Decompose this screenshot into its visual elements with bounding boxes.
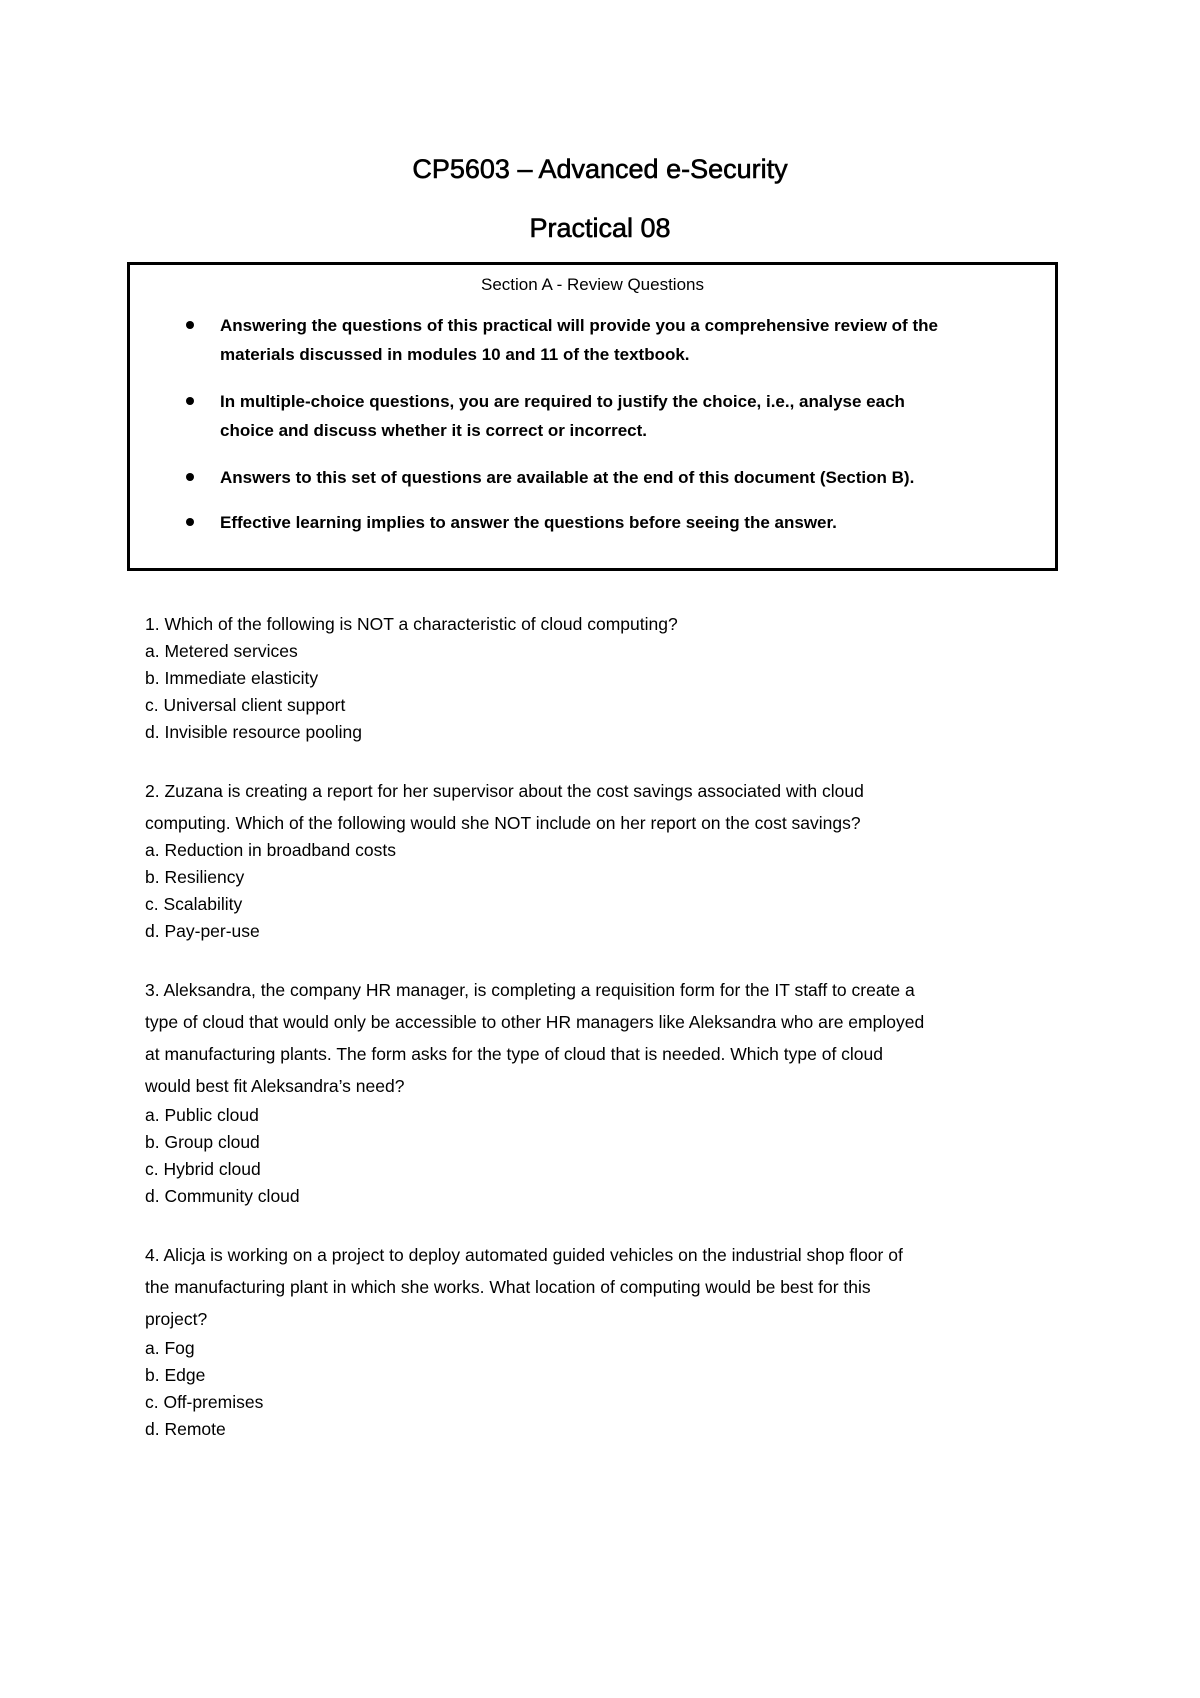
instructions-heading: Section A - Review Questions — [480, 275, 704, 294]
instruction-bullet — [220, 508, 1020, 537]
question-3-text: would best fit Aleksandra’s need? — [145, 1076, 405, 1096]
instruction-text-line: materials discussed in modules 10 and 11 of the textbook. — [220, 345, 690, 364]
question-4-option-d: d. Remote — [145, 1419, 226, 1439]
question-1-option-b: b. Immediate elasticity — [145, 668, 319, 688]
question-3-option-b: b. Group cloud — [145, 1132, 260, 1152]
question-2-option-a: a. Reduction in broadband costs — [145, 840, 396, 860]
instruction-text-line: choice and discuss whether it is correct or incorrect. — [220, 421, 648, 440]
question-2-text: computing. Which of the following would she NOT include on her report on the cost savings? — [145, 813, 861, 833]
instruction-bullet — [220, 463, 1020, 492]
question-1-option-c: c. Universal client support — [145, 695, 346, 715]
question-3-text: type of cloud that would only be accessible to other HR managers like Aleksandra who are employed — [145, 1012, 925, 1032]
question-3-text: at manufacturing plants. The form asks for the type of cloud that is needed. Which type of cloud — [145, 1044, 883, 1064]
question-2-option-b: b. Resiliency — [145, 867, 245, 887]
question-3-option-d: d. Community cloud — [145, 1186, 300, 1206]
question-1-text: 1. Which of the following is NOT a characteristic of cloud computing? — [145, 614, 678, 634]
bullet-dot-icon — [186, 473, 194, 481]
question-4-option-a: a. Fog — [145, 1338, 195, 1358]
bullet-dot-icon — [186, 321, 194, 329]
bullet-dot-icon — [186, 397, 194, 405]
document-title: CP5603 – Advanced e-Security — [412, 154, 788, 184]
question-2-option-c: c. Scalability — [145, 894, 243, 914]
instruction-bullet — [220, 387, 1020, 445]
question-2-text: 2. Zuzana is creating a report for her supervisor about the cost savings associated with cloud — [145, 781, 864, 801]
question-3-text: 3. Aleksandra, the company HR manager, is completing a requisition form for the IT staff to create a — [145, 980, 915, 1000]
instructions-box — [127, 262, 1058, 571]
bullet-dot-icon — [186, 518, 194, 526]
question-1-option-d: d. Invisible resource pooling — [145, 722, 362, 742]
question-4-text: project? — [145, 1309, 208, 1329]
instruction-text-line: In multiple-choice questions, you are required to justify the choice, i.e., analyse each — [220, 392, 905, 411]
question-4-option-c: c. Off-premises — [145, 1392, 264, 1412]
instruction-text-line: Effective learning implies to answer the questions before seeing the answer. — [220, 513, 837, 532]
instruction-text-line: Answering the questions of this practical will provide you a comprehensive review of the — [220, 316, 938, 335]
question-3-option-a: a. Public cloud — [145, 1105, 259, 1125]
question-4-text: 4. Alicja is working on a project to deploy automated guided vehicles on the industrial shop floor of — [145, 1245, 903, 1265]
question-4-option-b: b. Edge — [145, 1365, 206, 1385]
instruction-bullet — [220, 311, 1020, 369]
question-1-option-a: a. Metered services — [145, 641, 298, 661]
instruction-text-line: Answers to this set of questions are available at the end of this document (Section B). — [220, 468, 915, 487]
question-2-option-d: d. Pay-per-use — [145, 921, 260, 941]
question-3-option-c: c. Hybrid cloud — [145, 1159, 261, 1179]
document-subtitle: Practical 08 — [529, 213, 671, 243]
question-4-text: the manufacturing plant in which she works. What location of computing would be best for this — [145, 1277, 871, 1297]
